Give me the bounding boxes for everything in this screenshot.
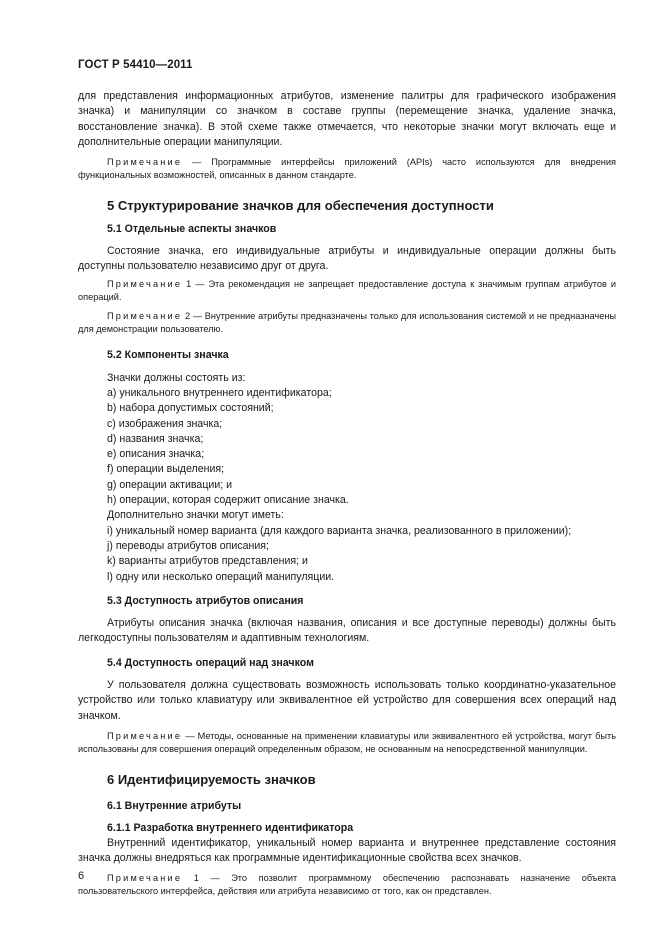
note-label: Примечание xyxy=(107,873,183,884)
list-item: c) изображения значка; xyxy=(107,417,223,430)
list-item: b) набора допустимых состояний; xyxy=(107,402,274,415)
list-item: k) варианты атрибутов представления; и xyxy=(107,555,308,568)
section-6-1-1-title: 6.1.1 Разработка внутреннего идентификатора xyxy=(107,821,354,834)
note-label: Примечание xyxy=(107,730,183,741)
list-item: g) операции активации; и xyxy=(107,478,233,491)
section-6-1-1-text: Внутренний идентификатор, уникальный номер варианта и внутреннее представление состояния значка должны внедряться как программные идентификационные свойства всех значков. xyxy=(78,836,616,865)
section-6-1-1-note xyxy=(78,872,616,898)
section-5-title: 5 Структурирование значков для обеспечения доступности xyxy=(107,198,494,214)
intro-note xyxy=(78,156,616,182)
document-header: ГОСТ Р 54410—2011 xyxy=(78,59,193,71)
note-text: 1 — Эта рекомендация не запрещает предоставление доступа к значимым группам атрибутов и операций. xyxy=(78,279,616,303)
section-5-4-text: У пользователя должна существовать возможность использовать только координатно-указательное устройство или только клавиатуру или эквивалентное ей устройство для совершения всех операций над значком. xyxy=(78,679,616,722)
section-5-1-note-1 xyxy=(78,278,616,304)
document-body xyxy=(78,89,616,898)
page-number: 6 xyxy=(78,870,85,882)
section-5-3-text: Атрибуты описания значка (включая названия, описания и все доступные переводы) должны быть легкодоступны пользователям и адаптивным технологиям. xyxy=(78,617,616,645)
section-5-4-title: 5.4 Доступность операций над значком xyxy=(107,656,314,669)
section-5-3-title: 5.3 Доступность атрибутов описания xyxy=(107,594,304,607)
section-5-2-title: 5.2 Компоненты значка xyxy=(107,349,229,362)
intro-paragraph: для представления информационных атрибутов, изменение палитры для графического изображения значка) и манипуляции со значком в составе группы (перемещение значка, удаление значка, восстановление значка). В этой схеме также отмечается, что некоторые значки могут включать еще и дополнительные операции манипуляции. xyxy=(78,90,616,148)
note-label: Примечание xyxy=(107,279,183,290)
list-item: h) операции, которая содержит описание значка. xyxy=(107,494,349,507)
section-5-1-note-2 xyxy=(78,310,616,336)
section-6-title: 6 Идентифицируемость значков xyxy=(107,771,316,787)
section-5-1-title: 5.1 Отдельные аспекты значков xyxy=(107,223,277,236)
list-item: d) названия значка; xyxy=(107,432,204,445)
note-text: 1 — Это позволит программному обеспечению распознавать назначение объекта пользовательского интерфейса, действия или атрибута независимо от того, как он представлен. xyxy=(78,873,616,897)
section-5-1-text: Состояние значка, его индивидуальные атрибуты и индивидуальные операции должны быть доступны пользователю независимо друг от друга. xyxy=(78,244,616,273)
note-label: Примечание xyxy=(107,157,183,168)
section-5-2-intro: Значки должны состоять из: xyxy=(107,371,246,384)
list-item: e) описания значка; xyxy=(107,448,205,461)
list-item: i) уникальный номер варианта (для каждого варианта значка, реализованного в приложении); xyxy=(107,524,572,537)
list-item: j) переводы атрибутов описания; xyxy=(107,539,269,552)
list-item: a) уникального внутреннего идентификатора; xyxy=(107,386,332,399)
section-6-1-title: 6.1 Внутренние атрибуты xyxy=(107,800,242,813)
note-label: Примечание xyxy=(107,311,183,322)
list-item: l) одну или несколько операций манипуляции. xyxy=(107,570,335,583)
section-5-4-note xyxy=(78,730,616,756)
list-item: f) операции выделения; xyxy=(107,463,225,476)
section-5-2-extra-intro: Дополнительно значки могут иметь: xyxy=(107,509,284,522)
note-text: — Методы, основанные на применении клавиатуры или эквивалентного ей устройства, могут быть использованы для совершения операций определенным образом, не основанным на непосредственной манипуляции. xyxy=(78,730,616,754)
note-text: 2 — Внутренние атрибуты предназначены только для использования системой и не предназначены для демонстрации пользователю. xyxy=(78,311,616,335)
note-text: — Программные интерфейсы приложений (APIs) часто используются для внедрения функциональных возможностей, описанных в данном стандарте. xyxy=(78,157,616,181)
